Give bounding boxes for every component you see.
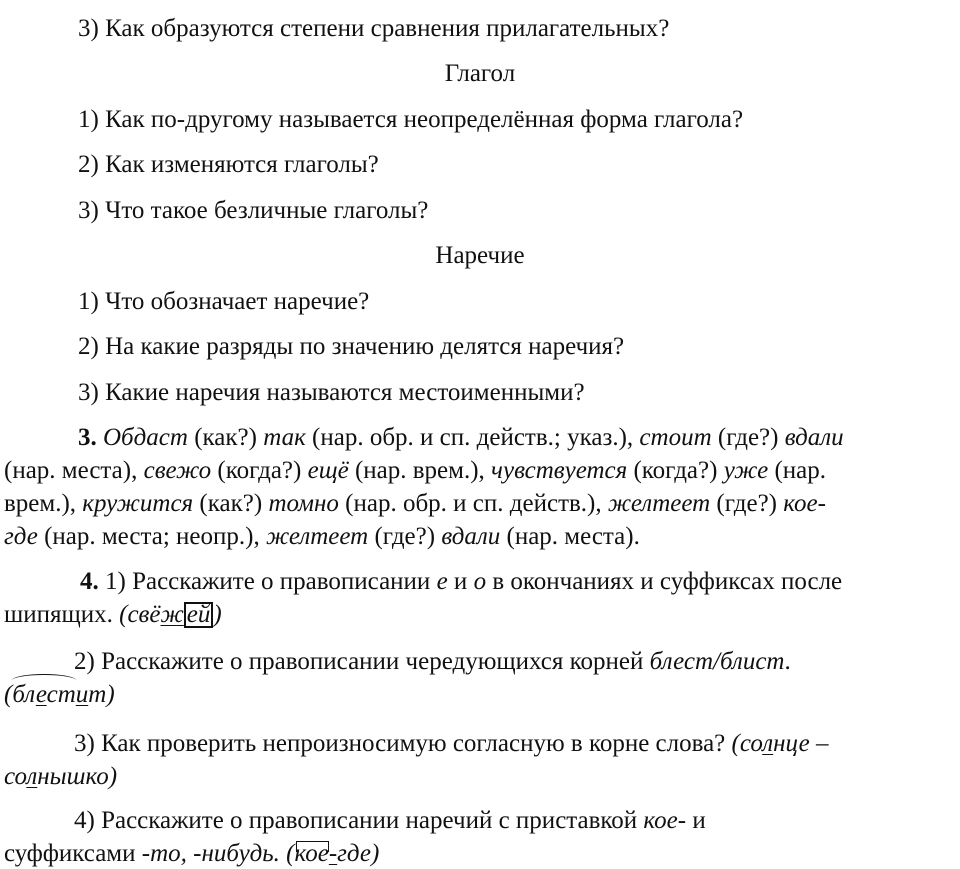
segment-group	[4, 457, 826, 484]
adverb-heading: Наречие	[435, 242, 525, 269]
task4-p2-line-2	[4, 680, 115, 710]
verb-question-3: 3) Что такое безличные глаголы?	[78, 197, 429, 224]
ending: т	[88, 681, 107, 708]
annotation-text: (где?)	[368, 523, 442, 550]
root-part-2: ст	[46, 681, 76, 708]
analyzed-word: вдали	[441, 523, 501, 550]
task4-p2-dot: .	[784, 648, 791, 675]
task3-line-4	[4, 522, 640, 552]
task4-p2-text-a: 2) Расскажите о правописании чередующихся корней	[74, 648, 650, 675]
task4-p4-line-1	[74, 806, 706, 836]
task4-p1-letter-o: о	[473, 568, 487, 595]
annotation-text: (нар. места).	[500, 523, 640, 550]
adverb-question-3: 3) Какие наречия называются местоименными?	[78, 379, 585, 406]
annotation-text: (нар. обр. и сп. действ.; указ.),	[305, 424, 640, 451]
root-part-1: бл	[12, 681, 36, 708]
task4-p4-line-2	[4, 839, 379, 869]
analyzed-word: кое-	[783, 490, 826, 517]
task3-line-3	[4, 489, 826, 519]
annotation-text: (как?)	[187, 424, 264, 451]
task4-p2-line-1	[74, 647, 791, 677]
task4-p4-text-c: суффиксами	[4, 840, 142, 867]
example-open: (	[4, 681, 13, 708]
silent-consonant: л	[762, 730, 774, 757]
analyzed-word: где	[4, 523, 38, 550]
task4-p3-line-2	[4, 762, 117, 792]
task4-p3-example-1	[732, 730, 829, 757]
task3-line-2	[4, 456, 826, 486]
example-rest: где)	[337, 840, 380, 867]
suffix-vowel: и	[75, 681, 89, 708]
task4-p2-roots: блест/блист	[649, 648, 785, 675]
verb-question-2: 2) Как изменяются глаголы?	[78, 151, 379, 178]
task3-number: 3.	[78, 424, 97, 451]
verb-question-1: 1) Как по-другому называется неопределённая форма глагола?	[78, 106, 744, 133]
task4-p4-example	[280, 840, 379, 867]
example-hissing-letter: ж	[160, 601, 184, 628]
analyzed-word: желтеет	[265, 523, 369, 550]
analyzed-word: желтеет	[607, 490, 711, 517]
task4-p1-text-mid: и	[447, 568, 474, 595]
analyzed-word: вдали	[784, 424, 844, 451]
example-close: )	[213, 601, 222, 628]
task4-p1-line-2	[4, 600, 222, 630]
segment-group	[4, 523, 640, 550]
annotation-text: (нар. врем.),	[348, 457, 492, 484]
example-open: (	[279, 840, 295, 867]
example-ending-box: ей	[184, 602, 214, 628]
example-prefix-mark: кое	[294, 840, 329, 867]
annotation-text: (нар.	[768, 457, 826, 484]
example-close: )	[106, 681, 115, 708]
task4-p4-prefix: кое-	[643, 807, 687, 834]
example-hyphen: -	[328, 840, 338, 867]
task4-p2-example	[4, 681, 115, 708]
segment-group	[4, 490, 826, 517]
task4-p1-text-a: 1) Расскажите о правописании	[98, 568, 437, 595]
task4-p1-line-1	[80, 567, 842, 597]
task4-p1-example	[119, 601, 222, 628]
task4-p3-text-a: 3) Как проверить непроизносимую согласную в корне слова?	[74, 730, 732, 757]
example-root-arc	[12, 680, 75, 710]
task4-p1-letter-e: е	[436, 568, 448, 595]
example-part: (со	[731, 730, 763, 757]
analyzed-word: уже	[723, 457, 769, 484]
task4-p4-text-b: и	[686, 807, 706, 834]
task4-p3-line-1	[74, 729, 829, 759]
annotation-text: (когда?)	[211, 457, 308, 484]
analyzed-word: так	[263, 424, 306, 451]
analyzed-word: свежо	[143, 457, 212, 484]
root-vowel: е	[35, 681, 47, 708]
annotation-text: (нар. обр. и сп. действ.),	[338, 490, 608, 517]
annotation-text: (где?)	[710, 490, 784, 517]
analyzed-word: кружится	[82, 490, 194, 517]
adverb-question-1: 1) Что обозначает наречие?	[78, 288, 370, 315]
example-part: нце –	[773, 730, 829, 757]
task4-p1-text-c: шипящих.	[4, 601, 120, 628]
verb-heading: Глагол	[444, 60, 516, 87]
annotation-text: (нар. места; неопр.),	[37, 523, 266, 550]
analyzed-word: ещё	[307, 457, 349, 484]
adverb-question-2: 2) На какие разряды по значению делятся наречия?	[78, 333, 625, 360]
analyzed-word: томно	[268, 490, 339, 517]
task4-p4-text-a: 4) Расскажите о правописании наречий с приставкой	[74, 807, 644, 834]
task4-number: 4.	[80, 568, 99, 595]
annotation-text: врем.),	[4, 490, 83, 517]
annotation-text: (где?)	[711, 424, 785, 451]
segment-group	[97, 424, 844, 451]
example-part: со	[4, 763, 27, 790]
annotation-text: (нар. места),	[4, 457, 144, 484]
adjective-question-3: 3) Как образуются степени сравнения прилагательных?	[78, 15, 670, 42]
annotation-text: (как?)	[193, 490, 269, 517]
task4-p1-text-b: в окончаниях и суффиксах после	[486, 568, 843, 595]
analyzed-word: Обдаст	[103, 424, 188, 451]
annotation-text: (когда?)	[627, 457, 724, 484]
example-open: (свё	[119, 601, 161, 628]
task3-line-1	[78, 423, 844, 453]
analyzed-word: чувствуется	[491, 457, 628, 484]
task4-p3-example-2	[4, 763, 117, 790]
example-part: нышко)	[37, 763, 118, 790]
analyzed-word: стоит	[639, 424, 712, 451]
pronounced-consonant: л	[26, 763, 38, 790]
task4-p4-suffixes: -то, -нибудь.	[141, 840, 280, 867]
